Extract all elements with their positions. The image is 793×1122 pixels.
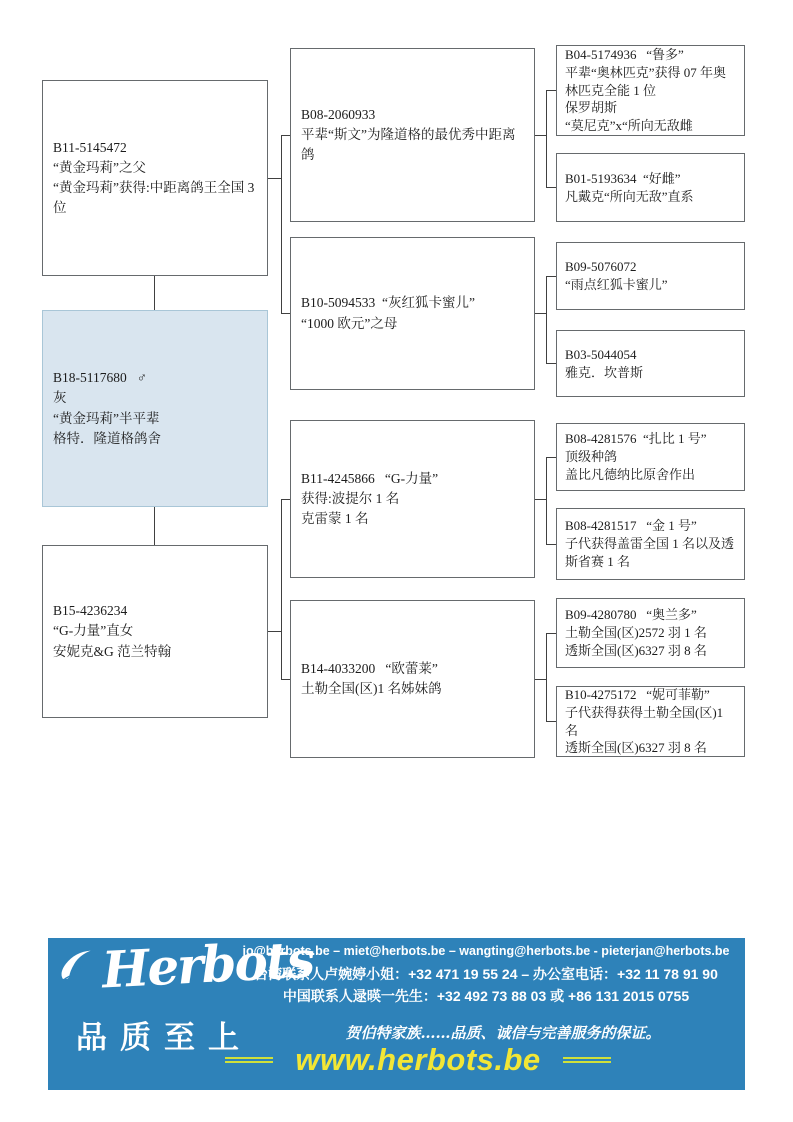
connector-line bbox=[546, 187, 556, 188]
connector-line bbox=[535, 313, 546, 314]
pedigree-note: “雨点红狐卡蜜儿” bbox=[565, 277, 668, 292]
pedigree-note: 灰 bbox=[53, 390, 67, 406]
connector-line bbox=[546, 276, 556, 277]
pedigree-note: “G-力量”直女 bbox=[53, 623, 134, 639]
pedigree-note: 透斯全国(区)6327 羽 8 名 bbox=[565, 642, 707, 658]
connector-line bbox=[535, 499, 546, 500]
herbots-footer-banner bbox=[48, 929, 745, 1090]
family-tagline: 贺伯特家族……品质、诚信与完善服务的保证。 bbox=[345, 1024, 661, 1042]
connector-line bbox=[281, 499, 282, 680]
pedigree-note: “黄金玛莉”获得:中距离鸽王全国 3 位 bbox=[53, 180, 258, 216]
connector-line bbox=[546, 633, 556, 634]
pedigree-box-granddam-maternal bbox=[290, 600, 535, 758]
pedigree-note: 顶级种鸽 bbox=[565, 449, 618, 465]
connector-line bbox=[546, 721, 556, 722]
pedigree-note: “黄金玛莉”之父 bbox=[53, 159, 146, 175]
ring-number: B10-4275172 “妮可菲勒” bbox=[565, 686, 710, 702]
connector-line bbox=[546, 457, 556, 458]
decorative-dash bbox=[225, 1057, 273, 1063]
pedigree-box-granddam-paternal bbox=[290, 237, 535, 390]
connector-line bbox=[546, 90, 547, 188]
pedigree-note: 透斯全国(区)6327 羽 8 名 bbox=[565, 740, 707, 756]
pedigree-note: 平辈“奥林匹克”获得 07 年奥林匹克全能 1 位 bbox=[565, 64, 727, 98]
pedigree-box-ggp-6 bbox=[556, 508, 745, 580]
ring-number: B08-4281576 “扎比 1 号” bbox=[565, 431, 707, 447]
ring-number: B14-4033200 “欧蕾莱” bbox=[301, 660, 438, 676]
pedigree-note: 获得:波提尔 1 名 bbox=[301, 490, 400, 506]
pedigree-note: 克雷蒙 1 名 bbox=[301, 511, 369, 527]
website-link[interactable]: www.herbots.be bbox=[295, 1042, 541, 1077]
ring-number: B01-5193634 “好雌” bbox=[565, 170, 681, 186]
emails-line: jo@herbots.be – miet@herbots.be – wangting@herbots.be - pieterjan@herbots.be bbox=[242, 944, 730, 958]
connector-line bbox=[281, 679, 290, 680]
pedigree-note: 安妮克&G 范兰特翰 bbox=[53, 643, 172, 659]
pedigree-note: 格特．隆道格鸽舍 bbox=[53, 430, 161, 446]
pedigree-box-grandsire-paternal bbox=[290, 48, 535, 222]
connector-line bbox=[546, 363, 556, 364]
pedigree-note: 平辈“斯文”为隆道格的最优秀中距离鸽 bbox=[301, 126, 516, 163]
pedigree-box-ggp-1 bbox=[556, 45, 745, 136]
pedigree-note: 保罗胡斯 bbox=[565, 100, 618, 116]
pedigree-box-ggp-8 bbox=[556, 686, 745, 757]
pedigree-box-father bbox=[42, 80, 268, 276]
connector-line bbox=[281, 499, 290, 500]
connector-line bbox=[546, 457, 547, 545]
ring-number: B09-5076072 bbox=[565, 259, 637, 275]
ring-number: B09-4280780 “奥兰多” bbox=[565, 607, 697, 623]
pedigree-note: 凡戴克“所向无敌”直系 bbox=[565, 188, 694, 204]
pedigree-note: 盖比凡德纳比原舍作出 bbox=[565, 466, 696, 482]
ring-number: B11-5145472 bbox=[53, 139, 127, 155]
connector-line bbox=[281, 135, 290, 136]
connector-line bbox=[268, 178, 281, 179]
connector-line bbox=[268, 631, 281, 632]
ring-number: B04-5174936 “鲁多” bbox=[565, 46, 684, 62]
connector-line bbox=[546, 544, 556, 545]
china-contact-line: 中国联系人逯暎一先生：+32 492 73 88 03 或 +86 131 2015 0755 bbox=[282, 988, 690, 1004]
ring-number: B10-5094533 “灰红狐卡蜜儿” bbox=[301, 295, 475, 311]
pedigree-note: “黄金玛莉”半平辈 bbox=[53, 410, 160, 426]
taiwan-contact-line: 台湾联系人卢婉婷小姐：+32 471 19 55 24 – 办公室电话：+32 11 78 91 90 bbox=[254, 966, 718, 982]
connector-line bbox=[535, 679, 546, 680]
connector-line bbox=[546, 633, 547, 722]
connector-line bbox=[535, 135, 546, 136]
connector-line bbox=[281, 313, 290, 314]
connector-line bbox=[154, 507, 155, 545]
pedigree-box-grandsire-maternal bbox=[290, 420, 535, 578]
ring-number: B15-4236234 bbox=[53, 603, 128, 619]
pedigree-note: 土勒全国(区)1 名姊妹鸽 bbox=[301, 681, 442, 696]
slogan-text: 品质至上 bbox=[76, 1020, 252, 1055]
ring-number: B11-4245866 “G-力量” bbox=[301, 470, 439, 486]
ring-number: B03-5044054 bbox=[565, 346, 637, 362]
ring-number: B08-4281517 “金 1 号” bbox=[565, 518, 697, 534]
connector-line bbox=[281, 135, 282, 314]
pedigree-note: 土勒全国(区)2572 羽 1 名 bbox=[565, 625, 707, 641]
pedigree-note: “莫尼克”x“所向无敌雌 bbox=[565, 118, 693, 134]
pedigree-box-ggp-2 bbox=[556, 153, 745, 222]
pedigree-box-mother bbox=[42, 545, 268, 718]
decorative-dash bbox=[563, 1057, 611, 1063]
connector-line bbox=[546, 276, 547, 364]
connector-line bbox=[546, 90, 556, 91]
pedigree-note: 子代获得获得土勒全国(区)1 名 bbox=[565, 704, 727, 738]
ring-number: B18-5117680 ♂ bbox=[53, 370, 147, 385]
herbots-logo-text: Herbots bbox=[100, 929, 315, 1000]
ring-number: B08-2060933 bbox=[301, 106, 376, 122]
pedigree-note: 雅克．坎普斯 bbox=[565, 364, 644, 380]
pedigree-box-ggp-7 bbox=[556, 598, 745, 668]
pedigree-box-ggp-3 bbox=[556, 242, 745, 310]
website-row bbox=[138, 1042, 698, 1078]
pedigree-box-subject bbox=[42, 310, 268, 507]
pedigree-box-ggp-4 bbox=[556, 330, 745, 397]
pedigree-box-ggp-5 bbox=[556, 423, 745, 491]
pedigree-note: 子代获得盖雷全国 1 名以及透斯省赛 1 名 bbox=[565, 536, 735, 569]
connector-line bbox=[154, 276, 155, 310]
pedigree-note: “1000 欧元”之母 bbox=[301, 315, 398, 331]
